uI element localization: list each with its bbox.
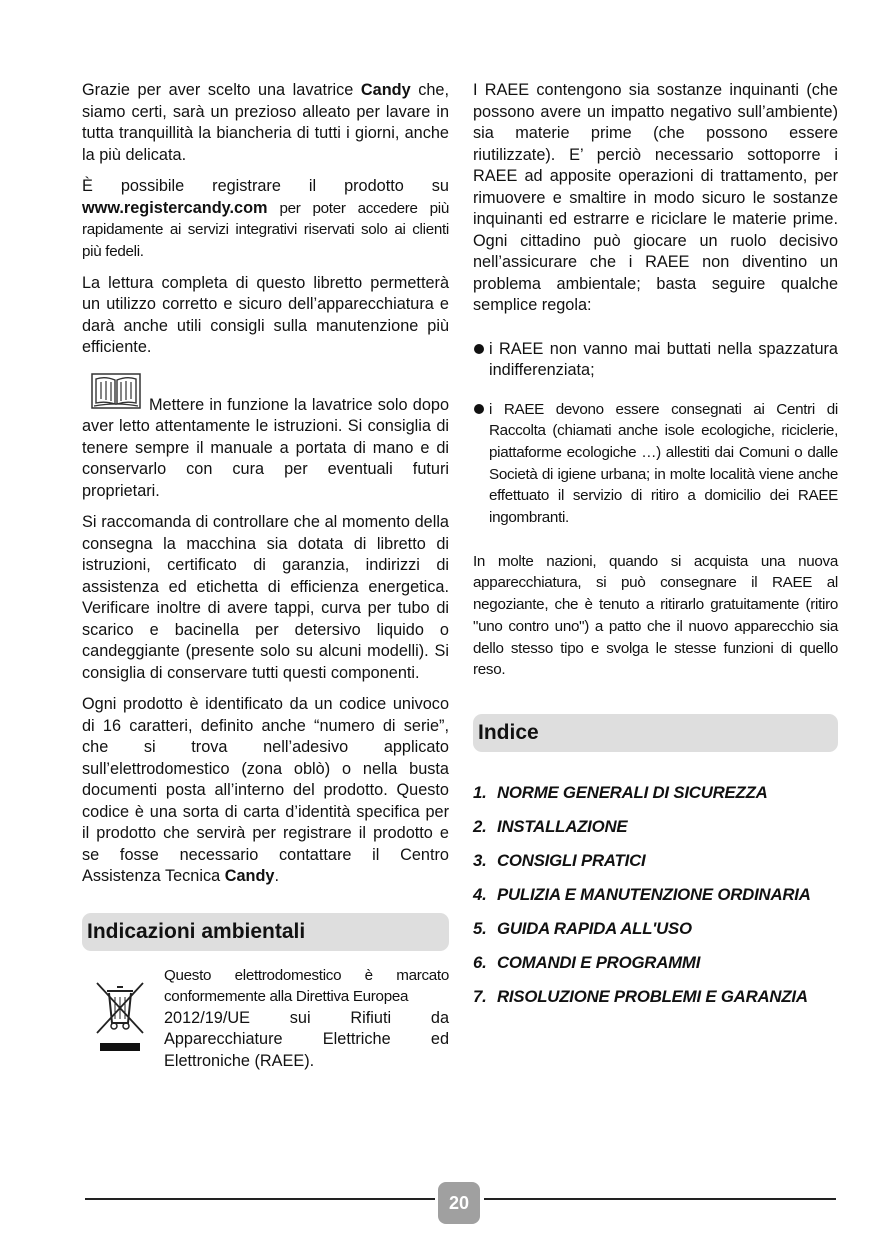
index-item	[473, 850, 838, 884]
index-title: COMANDI E PROGRAMMI	[497, 952, 701, 972]
index-number: 1.	[473, 782, 487, 802]
crossed-out-wheelie-bin-icon	[95, 977, 145, 1053]
index-title: INSTALLAZIONE	[497, 816, 628, 836]
page-number-badge: 20	[438, 1182, 480, 1224]
env-heading: Indicazioni ambientali	[82, 913, 449, 951]
register-text: È possibile registrare il prodotto su	[82, 177, 449, 195]
index-item	[473, 952, 838, 986]
index-number: 7.	[473, 986, 487, 1006]
index-title: NORME GENERALI DI SICUREZZA	[497, 782, 768, 802]
open-book-icon	[91, 373, 141, 409]
index-title: GUIDA RAPIDA ALL'USO	[497, 918, 692, 938]
intro-paragraph	[82, 80, 449, 166]
index-item	[473, 918, 838, 952]
serial-text-end: .	[274, 867, 279, 886]
register-url: www.registercandy.com	[82, 198, 268, 217]
weee-text-condensed: Questo elettrodomestico è marcato conformemente alla Direttiva Europea	[164, 966, 449, 1006]
brand-name: Candy	[224, 867, 275, 886]
right-column	[473, 80, 838, 1020]
bullet-text: i RAEE non vanno mai buttati nella spazzatura indifferenziata;	[489, 339, 838, 379]
index-title: RISOLUZIONE PROBLEMI E GARANZIA	[497, 986, 808, 1006]
weee-text	[164, 965, 449, 1073]
bullet-dot	[474, 344, 484, 354]
serial-paragraph	[82, 694, 449, 888]
raee-intro-paragraph: I RAEE contengono sia sostanze inquinanti (che possono avere un impatto negativo sull’ambiente) sia materie prime (che possono essere riutilizzate). E’ perciò necessario sottoporre i RAEE ad apposite operazioni di trattamento, per rimuovere e smaltire in modo sicuro le sostanze inquinanti ed estrarre e riciclare le materie prime. Ogni cittadino può giocare un ruolo decisivo nell’assicurare che i RAEE non diventino un problema ambientale; basta seguire qualche semplice regola:	[473, 81, 838, 314]
bullet-dot	[474, 404, 484, 414]
index-title: PULIZIA E MANUTENZIONE ORDINARIA	[497, 884, 811, 904]
register-text-cont: per poter accedere più rapidamente ai servizi integrativi riservati solo ai clienti più fedeli.	[82, 199, 449, 260]
intro-text-cont: che, siamo certi, sarà un prezioso alleato per lavare in tutta tranquillità la biancheria di tutti i giorni, anche la più delicata.	[82, 81, 449, 164]
index-number: 6.	[473, 952, 487, 972]
delivery-check-paragraph: Si raccomanda di controllare che al momento della consegna la macchina sia dotata di libretto di istruzioni, certificato di garanzia, indirizzi di assistenza ed etichetta di efficienza energetica. Verificare inoltre di avere tappi, curva per tubo di scarico e bacinella per detersivo liquido o candeggiante (presente solo su alcuni modelli). Si consiglia di conservare tutti questi componenti.	[82, 513, 449, 682]
footer-line-right	[484, 1198, 836, 1200]
raee-bullet-2	[473, 399, 838, 529]
index-item	[473, 986, 838, 1020]
index-number: 2.	[473, 816, 487, 836]
footer-line-left	[85, 1198, 435, 1200]
reading-paragraph: La lettura completa di questo libretto permetterà un utilizzo corretto e sicuro dell’apparecchiatura e darà anche utili consigli sulla manutenzione più efficiente.	[82, 273, 449, 357]
brand-name: Candy	[360, 81, 411, 99]
serial-text: Ogni prodotto è identificato da un codice univoco di 16 caratteri, definito anche “numero di serie”, che si trova nell’adesivo applicato sull’elettrodomestico (zona oblò) o nella busta documenti posta all’interno del prodotto. Questo codice è una sorta di carta d’identità specifica per il prodotto che servirà per registrare il prodotto e se fosse necessario contattare il Centro Assistenza Tecnica	[82, 695, 449, 886]
index-item	[473, 884, 838, 918]
index-number: 5.	[473, 918, 487, 938]
weee-block	[82, 965, 449, 1075]
register-paragraph	[82, 176, 449, 263]
raee-bullet-1	[473, 339, 838, 382]
manual-note-block	[82, 373, 449, 503]
index-title: CONSIGLI PRATICI	[497, 850, 646, 870]
index-number: 4.	[473, 884, 487, 904]
index-heading: Indice	[473, 714, 838, 752]
retailer-paragraph: In molte nazioni, quando si acquista una nuova apparecchiatura, si può consegnare il RAEE al negoziante, che è tenuto a ritirarlo gratuitamente (ritiro "uno contro uno") a patto che il nuovo apparecchio sia dello stesso tipo e svolga le stesse funzioni di quello reso.	[473, 552, 838, 679]
index-number: 3.	[473, 850, 487, 870]
bullet-text: i RAEE devono essere consegnati ai Centri di Raccolta (chiamati anche isole ecologiche, riciclerie, piattaforme ecologiche …) allestiti dai Comuni o dalle Società di igiene urbana; in molte località viene anche effettuato il servizio di ritiro a domicilio dei RAEE ingombranti.	[489, 400, 838, 527]
weee-text-regular: 2012/19/UE sui Rifiuti da Apparecchiature Elettriche ed Elettroniche (RAEE).	[164, 1008, 449, 1070]
index-list	[473, 782, 838, 1020]
intro-text: Grazie per aver scelto una lavatrice	[82, 81, 361, 99]
left-column	[82, 80, 449, 1075]
index-item	[473, 782, 838, 816]
index-item	[473, 816, 838, 850]
manual-note-text: Mettere in funzione la lavatrice solo dopo aver letto attentamente le istruzioni. Si consiglia di tenere sempre il manuale a portata di mano e di conservarlo con cura per eventuali futuri proprietari.	[82, 395, 449, 500]
